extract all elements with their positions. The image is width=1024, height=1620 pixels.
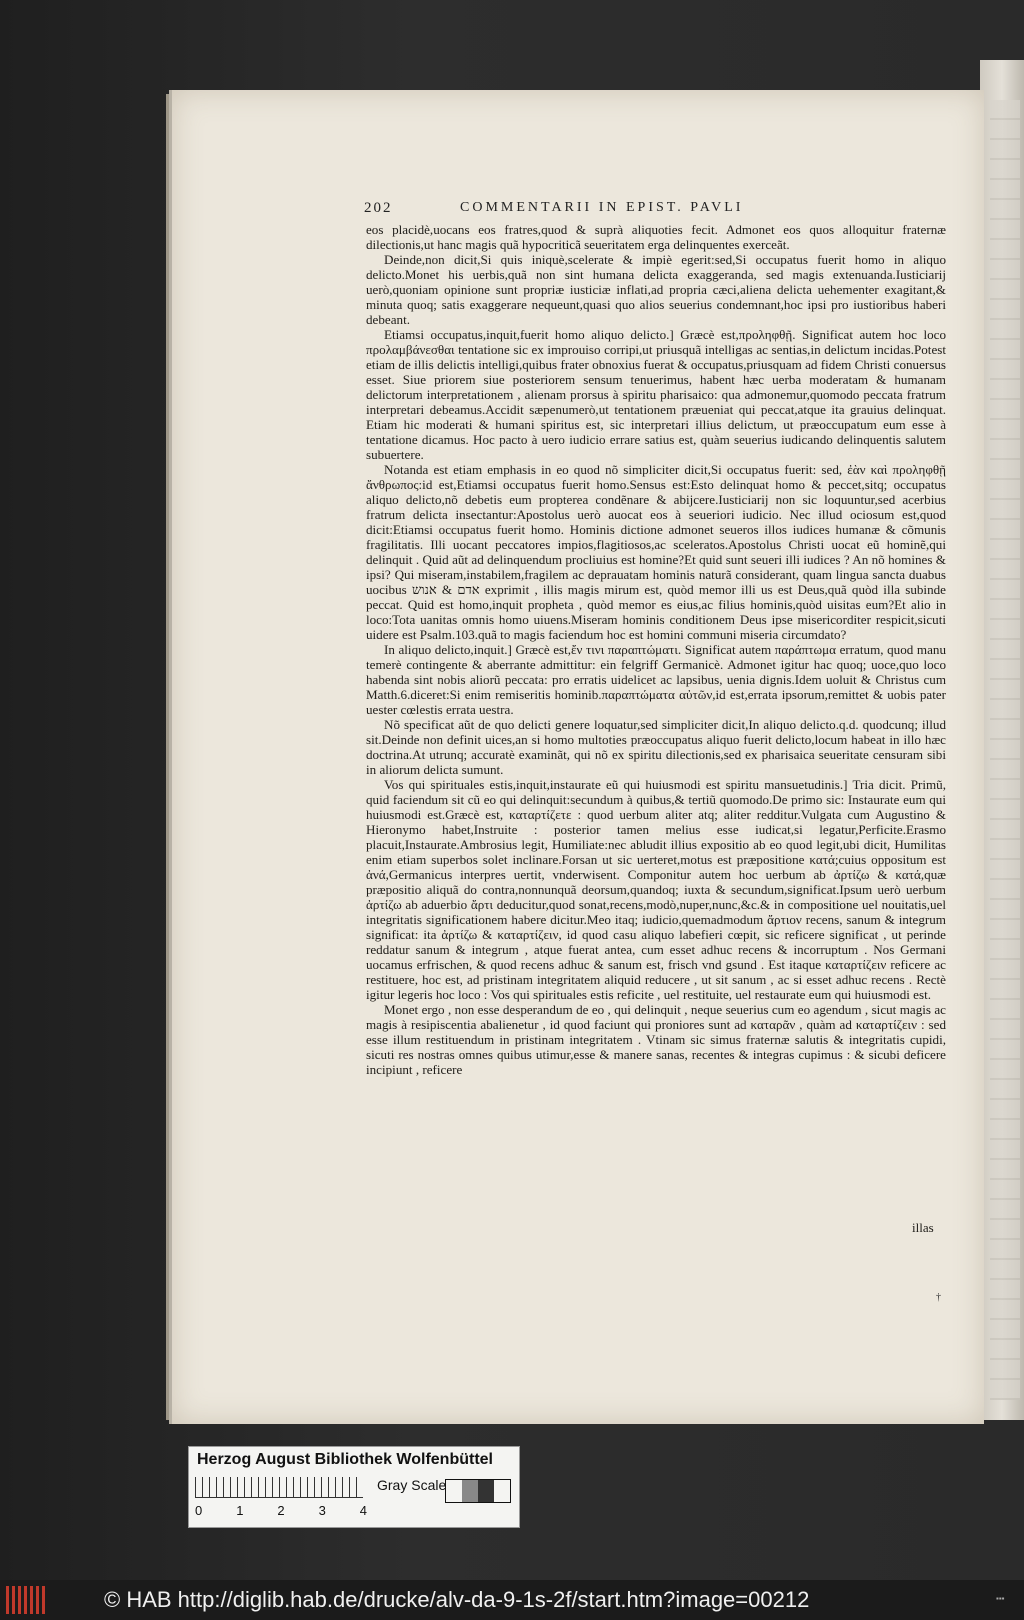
running-head	[364, 200, 954, 222]
ruler-number: 1	[236, 1503, 244, 1518]
gray-swatch	[462, 1480, 478, 1502]
gray-swatch	[478, 1480, 494, 1502]
gray-swatch	[446, 1480, 462, 1502]
ruler-numbers	[195, 1503, 367, 1518]
scale-ruler	[195, 1477, 363, 1498]
paragraph: Notanda est etiam emphasis in eo quod nõ simpliciter dicit,Si occupatus fuerit: sed, ἐὰν καὶ προληφθῇ ἄνθρωπος:id est,Etiamsi occupatus fuerit homo.Sensus est:Esto delinquat homo & peccet,sitq; occupatus aliquo delicto,nõ debetis eum propterea condẽnare & abijcere.Iusticiarij non sic loquuntur,sed acerbius fratrum delicta insectantur:Apostolus uerò auocat eos à seueriori iudicio. Nec illud ociosum est,quod dicit:Etiamsi occupatus fuerit homo. Hominis dictione admonet seueros illos iudices humanæ & cõmunis fragilitatis. Illi uocant peccatores impios,flagitiosos,ac sceleratos.Apostolus Christi uocat eũ hominẽ,qui delinquit . Quid aũt ad delinquendum procliuius est homine?Et quid sunt seueri illi iudices ? An nõ homines & ipsi? Qui miseram,instabilem,fragilem ac deprauatam hominis naturã considerant, quam lingua sancta duabus uocibus אדם & אנוש exprimit , illis magis mirum est, quòd memor illi us est Deus,quã quòd illa subinde peccat. Quid est homo,inquit propheta , quòd memor es eius,ac filius hominis,quòd uisitas eum?Et alio in loco:Tota uanitas omnis homo uiuens.Miseram hominis conditionem Deus ipse misericorditer respicit,sicuti uidere est Psalm.103.quã to magis faciendum hoc est homini communi miseria circumdato?	[366, 462, 946, 642]
running-head-title: COMMENTARII IN EPIST. PAVLI	[460, 200, 744, 215]
gray-scale-swatches	[445, 1479, 511, 1503]
ruler-number: 4	[359, 1503, 367, 1518]
signature-mark: †	[936, 1292, 941, 1303]
paragraph: Deinde,non dicit,Si quis iniquè,scelerate & impiè egerit:sed,Si occupatus fuerit homo in aliquo delicto.Monet his uerbis,quã non sint humana delicta exaggeranda, sed magis extenuanda.Iusticiarij uerò,quoniam opinione sunt propriæ iusticiæ inflati,ad propria cæci,aliena delicta uehementer exagitant,& minuta quoq; satis exaggerare nequeunt,quasi quo alios seuerius condemnant,hoc ipsi pro iustioribus haberi debeant.	[366, 252, 946, 327]
paragraph: In aliquo delicto,inquit.] Græcè est,ἔν τινι παραπτώματι. Significat autem παράπτωμα erratum, quod manu temerè contingente & aberrante admittitur: ein felgriff Germanicè. Admonet igitur hac quoq; uoce,quo loco habenda sint nobis aliorũ peccata: pro erratis uidelicet ac lapsibus, uenia dignis.Idem uoluit & Christus cum Matth.6.diceret:Si enim remiseritis hominib.παραπτώματα αὐτῶν,id est,errata ipsorum,remittet & uobis pater uester cœlestis errata uestra.	[366, 642, 946, 717]
ruler-number: 0	[195, 1503, 203, 1518]
catchword: illas	[912, 1220, 934, 1235]
gray-scale-label: Gray Scale	[377, 1477, 447, 1493]
paragraph: Vos qui spirituales estis,inquit,instaurate eũ qui huiusmodi est spiritu mansuetudinis.] Tria dicit. Primũ, quid faciendum sit cũ eo qui delinquit:secundum à quibus,& tertiũ quomodo.De primo sic: Instaurate eum qui huiusmodi est.Græcè est, καταρτίζετε : quod uerbum aliter atq; aliter redditur.Vulgata cum Augustino & Hieronymo habet,Instruite : posterior tamen melius esse iudicat,si legatur,Perficite.Erasmo placuit,Instaurate.Ambrosius legit, Humiliate:nec abludit illius expositio ab eo quod legit,ubi dicit, Humilitas enim etiam superbos solet inclinare.Forsan ut sic uerteret,motus est præpositione κατά;cuius oppositum est ἀνά,Germanicus interpres uertit, vnderwisent. Componitur autem hoc uerbum ab ἀρτίζω & κατά,quæ præpositio aliquã do contra,nonnunquã deorsum,quandoq; iuxta & secundum,significat.Ipsum uerò uerbum ἀρτίζω ab aduerbio ἄρτι deducitur,quod sonat,recens,modò,nuper,nunc,&c.& in compositione uel nouitatis,uel integritatis significationem habere dicitur.Meo itaq; iudicio,quemadmodum ἄρτιον recens, sanum & integrum significat: ita ἀρτίζω & καταρτίζειν, id quod casu aliquo labefieri cœpit, sic reficere significat , ut perinde reddatur sanum & integrum , atque fuerat antea, cum esset adhuc recens & incorruptum . Nos Germani uocamus erfrischen, & quod recens adhuc & sanum est, frisch vnd gsund . Est itaque καταρτίζειν reficere ac restituere, hoc est, ad pristinam integritatem aliquid reducere , ut sit sanum , ac si esset adhuc recens . Rectè igitur legeris hoc loco : Vos qui spirituales estis reficite , uel restituite, uel restaurate eum qui huiusmodi est.	[366, 777, 946, 1002]
page-number: 202	[364, 200, 393, 216]
footer-bar	[0, 1580, 1024, 1620]
paragraph: Nõ specificat aũt de quo delicti genere loquatur,sed simpliciter dicit,In aliquo delicto.q.d. quodcunq; illud sit.Deinde non definit uices,an si homo multoties præoccupatus aliquo fuerit delicto,locum habeat in illo hæc doctrina.At utrunq; accuratè examinãt, qui nõ ex spiritu dilectionis,sed ex pharisaica seueritate censuram sibi in aliorum delicta sumunt.	[366, 717, 946, 777]
paragraph: Monet ergo , non esse desperandum de eo , qui delinquit , neque seuerius cum eo agendum , sicut magis ac magis à resipiscentia abalienetur , id quod faciunt qui proniores sunt ad καταρᾶν , quàm ad καταρτίζειν : sed esse illum restituendum in pristinam integritatem . Vtinam sic simus fraternæ salutis & integritatis cupidi, sicuti res nostras omnes quibus utimur,esse & manere sanas, recentes & integras cupimus : & sicubi deficere incipiunt , reficere	[366, 1002, 946, 1077]
ruler-number: 3	[318, 1503, 326, 1518]
paragraph: eos placidè,uocans eos fratres,quod & suprà aliquoties fecit. Admonet eos quos alloquitur fraternæ dilectionis,ut hanc magis quã hypocriticã seueritatem erga delinquentes exerceãt.	[366, 222, 946, 252]
hab-logo-icon	[6, 1586, 48, 1614]
body-text	[366, 222, 946, 1077]
paragraph: Etiamsi occupatus,inquit,fuerit homo aliquo delicto.] Græcè est,προληφθῇ. Significat autem hoc loco προλαμβάνεσθαι tentatione sic ex improuiso corripi,ut priusquã intelligas ac sentias,in delictum incidas.Potest etiam de illis delictis intelligi,quibus frater obnoxius fuerat & occupatus,priusquam ad fidem Christi conuersus esset. Siue priorem siue posteriorem sensum tenuerimus, habent hæc uerba moderatam & humanam delictorum interpretationem , alienam prorsus à spiritu pharisaico: qua admonemur,quomodo peccata fratrum interpretari debeamus.Accidit sæpenumerò,ut tentationem præueniat qui peccat,atque ita grauius delinquat. Etiam hic moderati & humani spiritus est, sic interpretari illius delictum, ut præoccupatum eum esse à tentatione dicamus. Hoc pacto à uero iudicio errare satius est, quàm seuerius iudicando delinquentis salutem subuertere.	[366, 327, 946, 462]
ruler-number: 2	[277, 1503, 285, 1518]
library-name: Herzog August Bibliothek Wolfenbüttel	[197, 1451, 493, 1468]
footer-mark: ▪▪▪	[996, 1594, 1005, 1603]
page-stack-edge	[990, 100, 1020, 1400]
gray-swatch	[494, 1480, 510, 1502]
footer-url-text[interactable]: © HAB http://diglib.hab.de/drucke/alv-da-9-1s-2f/start.htm?image=00212	[104, 1587, 810, 1612]
library-color-card	[188, 1446, 520, 1528]
